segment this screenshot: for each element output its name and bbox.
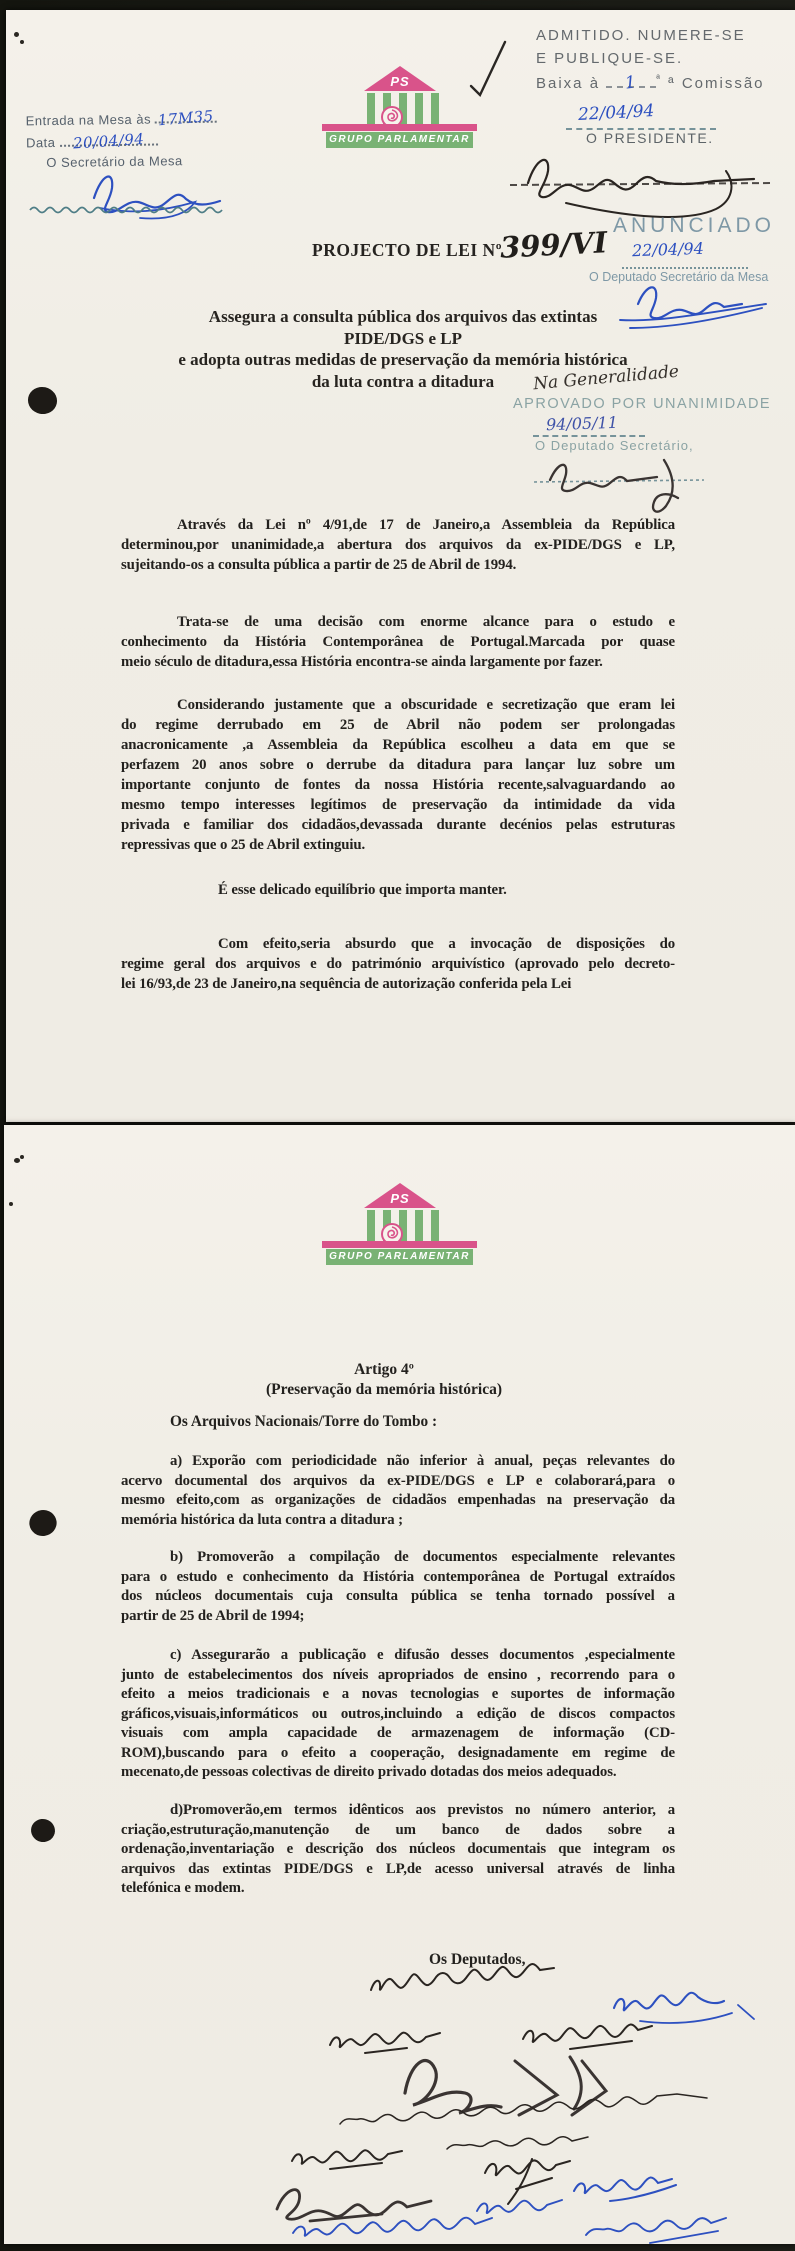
clause-line: memória histórica da luta contra a ditadura ;: [121, 1511, 403, 1528]
clause-line: d)Promoverão,em termos idênticos aos previstos no número anterior, a: [170, 1802, 675, 1818]
ink-speck: [20, 1155, 24, 1159]
signatures-heading: Os Deputados,: [429, 1951, 526, 1968]
article-heading-block: [64, 1360, 704, 1400]
ps-party-logo: [322, 1183, 477, 1265]
admission-committee-blank: [606, 72, 656, 94]
approval-handwritten-note: Na Generalidade: [532, 361, 680, 395]
clause-line: gráficos,visuais,informáticos ou outros,incluindo a edição de discos compactos: [121, 1705, 675, 1722]
approval-secretary-signature: [534, 446, 730, 516]
signature-3: [330, 2033, 440, 2053]
ink-speck: [20, 40, 24, 44]
clause-line: junto de estabelecimentos dos níveis apropriados de ensino , recorrendo para o: [121, 1666, 675, 1683]
logo-ps-label: PS: [390, 1191, 410, 1206]
signature-2: [614, 1993, 724, 2011]
entry-secretary-label: O Secretário da Mesa: [46, 153, 183, 171]
paragraph-line: Considerando justamente que a obscuridade e secretização que eram lei: [177, 697, 675, 713]
clause-line: mecenato,de pessoas colectivas de direito privado dotadas dos meios adequados.: [121, 1764, 617, 1780]
article-subtitle: (Preservação da memória histórica): [265, 1381, 502, 1398]
clause-line: ordenação,inventariação e descrição dos núcleos documentais que integram os: [121, 1841, 675, 1857]
paragraph-line: mesmo tempo interesses legítimos de preservação da intimidade da vida: [121, 797, 675, 813]
logo-column: [415, 93, 423, 124]
approval-secretary-label: O Deputado Secretário,: [535, 438, 694, 453]
clause-line: partir de 25 de Abril de 1994;: [121, 1607, 305, 1624]
signature-6: [340, 2094, 707, 2124]
hole-punch: [28, 1508, 59, 1538]
logo-pink-bar: [322, 1241, 477, 1248]
clause-c: [121, 1646, 675, 1783]
paragraph-line: repressivas que o 25 de Abril extinguiu.: [121, 837, 366, 853]
ps-party-logo: [322, 66, 477, 148]
clause-line: acervo documental dos arquivos da ex-PIDE/DGS e LP e colaborará,para o: [121, 1472, 675, 1489]
admission-baixa-label: Baixa à: [536, 75, 601, 92]
logo-pink-bar: [322, 124, 477, 131]
clause-d: [121, 1801, 675, 1899]
ink-speck: [14, 32, 19, 37]
hole-punch: [25, 384, 59, 416]
paragraph-line: do regime derrubado em 25 de Abril não podem ser prolongadas: [121, 717, 675, 733]
signature-8: [447, 2137, 588, 2149]
entry-date-label: Data: [25, 134, 56, 151]
paragraph-line: determinou,por unanimidade,a abertura dos arquivos da ex-PIDE/DGS e LP,: [121, 537, 675, 553]
title-line-2: PIDE/DGS e LP: [343, 328, 463, 348]
title-line-4: da luta contra a ditadura: [311, 371, 495, 391]
entry-time-blank: [155, 106, 217, 130]
signature-2-flourish: [640, 2005, 754, 2023]
paragraph-line: meio século de ditadura,essa História encontra-se ainda largamente por fazer.: [121, 654, 603, 670]
clause-line: ROM),buscando para o efeito a cooperação, designadamente em regime de: [121, 1744, 675, 1761]
paragraph-2: [121, 612, 675, 672]
committee-number-handwritten: 1: [623, 72, 639, 94]
signature-14: [586, 2218, 726, 2243]
paragraph-5: [121, 934, 675, 994]
logo-column: [367, 1210, 375, 1241]
clause-b: [121, 1548, 675, 1626]
admission-line-2: E PUBLIQUE-SE.: [536, 50, 684, 67]
paragraph-4: [121, 880, 675, 900]
title-line-3: e adopta outras medidas de preservação da memória histórica: [178, 350, 628, 369]
clause-line: criação,estruturação,manutenção de um banco de dados sobre a: [121, 1821, 675, 1838]
logo-column: [431, 1210, 439, 1241]
president-signature: [510, 145, 772, 207]
paragraph-1: [121, 515, 675, 575]
approval-date-underline: [533, 434, 645, 437]
admission-line-1: ADMITIDO. NUMERE-SE: [536, 27, 746, 44]
article-number: Artigo 4º: [354, 1361, 414, 1378]
page-2: [4, 1125, 795, 2244]
paragraph-line: perfazem 20 anos sobre o derrube da ditadura para lançar luz sobre um: [121, 757, 675, 773]
page-1: [6, 10, 795, 1122]
paragraph-line: Com efeito,seria absurdo que a invocação de disposições do: [218, 936, 675, 952]
title-line-1: Assegura a consulta pública dos arquivos das extintas: [208, 307, 598, 326]
entry-date-blank: [59, 129, 157, 153]
logo-column: [431, 93, 439, 124]
ink-speck: [14, 1158, 20, 1163]
clause-line: arquivos das extintas PIDE/DGS e LP,de acesso universal através de linha: [121, 1860, 675, 1877]
admission-ordinal: ª: [656, 74, 662, 85]
paragraph-3: [121, 695, 675, 855]
admission-stamp: [536, 27, 765, 98]
clause-line: efeito a meios tradicionais e a novas tecnologias e suportes de informação: [121, 1686, 675, 1702]
signature-10: [574, 2177, 676, 2201]
logo-column: [415, 1210, 423, 1241]
paragraph-line: lei 16/93,de 23 de Janeiro,na sequência de autorização conferida pela Lei: [121, 976, 572, 992]
entry-date-handwritten: 20/04/94: [72, 129, 145, 153]
admission-comissao-label: ª Comissão: [668, 75, 765, 92]
entry-secretary-signature: [30, 150, 240, 218]
signature-12: [477, 2200, 562, 2213]
signature-7: [292, 2150, 402, 2169]
admission-date-handwritten: 22/04/94: [577, 101, 655, 125]
announced-date-handwritten: 22/04/94: [631, 238, 705, 261]
clause-line: para o estudo e conhecimento da História contemporânea de Portugal extraídos: [121, 1568, 675, 1585]
deputy-secretary-label: O Deputado Secretário da Mesa: [589, 270, 769, 284]
checkmark-icon: [468, 40, 508, 98]
paragraph-line: importante conjunto de fontes da nossa História recente,salvaguardando ao: [121, 777, 675, 793]
logo-banner: GRUPO PARLAMENTAR: [326, 1249, 473, 1265]
law-header-typed: PROJECTO DE LEI Nº: [312, 240, 502, 260]
paragraph-line: É esse delicado equilíbrio que importa manter.: [218, 882, 507, 898]
clause-line: visuais com ampla capacidade de armazenagem de informação (CD-: [121, 1725, 675, 1741]
signature-4: [523, 2024, 652, 2049]
paragraph-line: conhecimento da História Contemporânea de Portugal.Marcada por quase: [121, 634, 675, 650]
announced-date-underline: [622, 266, 748, 269]
signature-11: [277, 2190, 431, 2221]
approval-stamp: APROVADO POR UNANIMIDADE: [513, 396, 772, 412]
ink-speck: [9, 1202, 13, 1206]
paragraph-line: sujeitando-os a consulta pública a partir de 25 de Abril de 1994.: [121, 557, 517, 573]
signature-5: [405, 2061, 501, 2113]
article-intro-line: Os Arquivos Nacionais/Torre do Tombo :: [170, 1413, 438, 1430]
announced-stamp: ANUNCIADO: [613, 214, 776, 237]
logo-banner: GRUPO PARLAMENTAR: [326, 132, 473, 148]
clause-line: b) Promoverão a compilação de documentos especialmente relevantes: [170, 1549, 675, 1565]
logo-column: [367, 93, 375, 124]
paragraph-line: privada e familiar dos cidadãos,devassada durante decénios pelas estruturas: [121, 817, 675, 833]
law-number-handwritten: 399/VI: [499, 225, 609, 265]
logo-ps-label: PS: [390, 74, 410, 89]
clause-line: dos núcleos documentais cuja consulta pública se tenha tornado possível a: [121, 1588, 675, 1604]
signature-9: [485, 2159, 570, 2204]
paragraph-line: Trata-se de uma decisão com enorme alcance para o estudo e: [177, 614, 675, 630]
paragraph-line: regime geral dos arquivos e do património arquivístico (aprovado pelo decreto-: [121, 956, 675, 972]
signature-1: [371, 1964, 554, 1990]
paragraph-line: Através da Lei nº 4/91,de 17 de Janeiro,a Assembleia da República: [177, 517, 675, 533]
signatures-block: [270, 1963, 764, 2251]
entry-time-handwritten: 17M35: [157, 106, 215, 130]
entry-stamp-label: Entrada na Mesa às: [25, 111, 152, 129]
paragraph-line: anacronicamente ,a Assembleia da República escolheu a data em que se: [121, 737, 675, 753]
clause-a: [121, 1452, 675, 1530]
clause-line: a) Exporão com periodicidade não inferior à anual, peças relevantes do: [170, 1453, 675, 1469]
clause-line: c) Assegurarão a publicação e difusão desses documentos ,especialmente: [170, 1647, 675, 1663]
clause-line: telefónica e modem.: [121, 1880, 245, 1896]
hole-punch: [28, 1816, 57, 1844]
president-label: O PRESIDENTE.: [586, 130, 714, 146]
approval-date-handwritten: 94/05/11: [545, 412, 619, 435]
clause-line: mesmo efeito,com as organizações de cidadãos empenhadas na preservação da: [121, 1492, 675, 1508]
